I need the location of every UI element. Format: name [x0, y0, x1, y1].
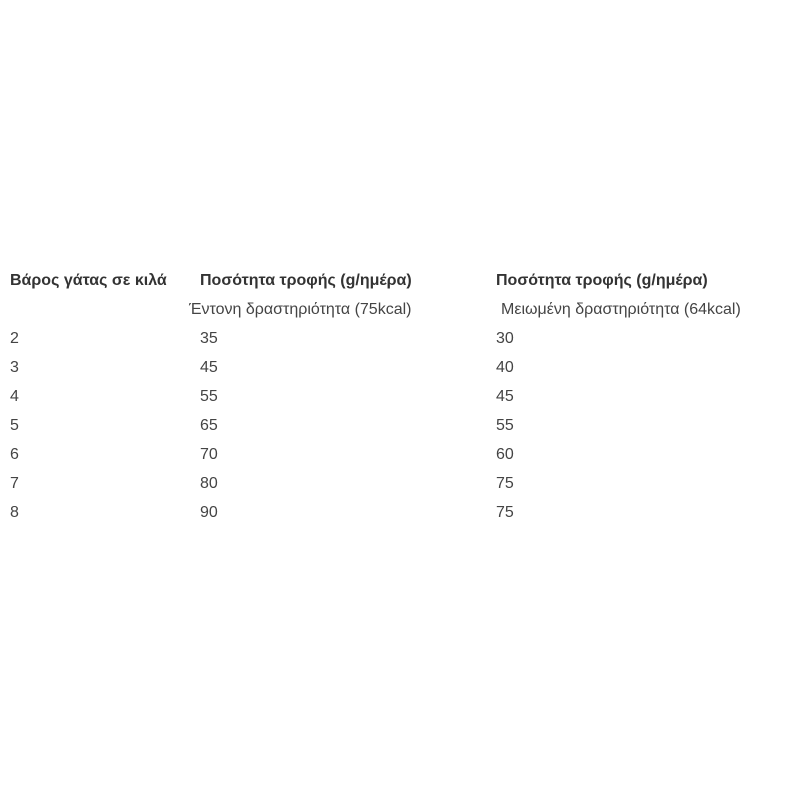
cell-weight: 5 — [10, 417, 19, 434]
table-row — [10, 324, 790, 353]
table-row — [10, 469, 790, 498]
header-cat-weight: Βάρος γάτας σε κιλά — [10, 272, 167, 289]
subheader-intense-activity: Έντονη δραστηριότητα (75kcal) — [189, 301, 412, 318]
cell-reduced: 30 — [496, 330, 514, 347]
cell-weight: 4 — [10, 388, 19, 405]
table-header-row — [10, 266, 790, 295]
table-row — [10, 498, 790, 527]
cell-weight: 8 — [10, 504, 19, 521]
table-row — [10, 411, 790, 440]
cell-weight: 6 — [10, 446, 19, 463]
table-body — [10, 324, 790, 527]
table-row — [10, 382, 790, 411]
cell-intense: 90 — [200, 504, 218, 521]
cell-reduced: 75 — [496, 504, 514, 521]
cell-reduced: 45 — [496, 388, 514, 405]
cell-intense: 55 — [200, 388, 218, 405]
header-food-amount-reduced: Ποσότητα τροφής (g/ημέρα) — [496, 272, 708, 289]
table-subheader-row — [10, 295, 790, 324]
table-row — [10, 440, 790, 469]
table-row — [10, 353, 790, 382]
cell-reduced: 55 — [496, 417, 514, 434]
header-food-amount-intense: Ποσότητα τροφής (g/ημέρα) — [200, 272, 412, 289]
feeding-table — [10, 266, 790, 527]
cell-reduced: 60 — [496, 446, 514, 463]
cell-intense: 35 — [200, 330, 218, 347]
cell-intense: 45 — [200, 359, 218, 376]
cell-weight: 2 — [10, 330, 19, 347]
cell-weight: 3 — [10, 359, 19, 376]
cell-intense: 70 — [200, 446, 218, 463]
cell-intense: 65 — [200, 417, 218, 434]
subheader-reduced-activity: Μειωμένη δραστηριότητα (64kcal) — [501, 301, 741, 318]
cell-weight: 7 — [10, 475, 19, 492]
cell-reduced: 75 — [496, 475, 514, 492]
cell-reduced: 40 — [496, 359, 514, 376]
cell-intense: 80 — [200, 475, 218, 492]
